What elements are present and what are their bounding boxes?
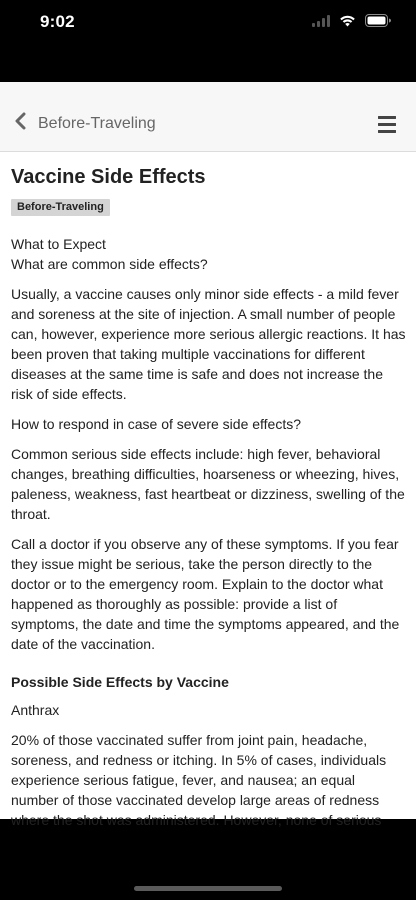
paragraph-call-doctor: Call a doctor if you observe any of these symptoms. If you fear they issue might be serious, take the person directly to the doctor or to the emergency room. Explain to the doctor what happened as thoroughly as possible: provide a list of symptoms, the date and time the symptoms appeared, and the date of the vaccination.: [11, 536, 400, 652]
vaccine-name: Anthrax: [11, 702, 60, 718]
status-icons: [312, 14, 392, 32]
paragraph-serious-effects: Common serious side effects include: high fever, behavioral changes, breathing difficulties, hoarseness or wheezing, hives, paleness, weakness, fast heartbeat or dizziness, swelling of the throat.: [11, 446, 405, 522]
back-label: Before-Traveling: [38, 114, 156, 132]
paragraph-anthrax: 20% of those vaccinated suffer from joint pain, headache, soreness, and redness or itching. In 5% of cases, individuals experience serious fatigue, fever, and nausea; an equal number of those vaccinated develop large areas of redness where the shot was administered. However, none of serious: [11, 732, 387, 828]
paragraph-common-effects: Usually, a vaccine causes only minor side effects - a mild fever and soreness at the site of injection. A small number of people can, however, experience more serious allergic reactions. It has been proven that taking multiple vaccinations for different diseases at the same time is safe and does not increase the risk of side effects.: [11, 286, 406, 402]
hamburger-menu-icon: [378, 120, 396, 137]
navbar: [0, 82, 416, 152]
page-title: Vaccine Side Effects: [11, 166, 206, 188]
back-button[interactable]: [14, 112, 156, 135]
content-sheet: [0, 82, 416, 828]
menu-button[interactable]: [378, 116, 396, 138]
category-tag: Before-Traveling: [11, 199, 110, 216]
chevron-left-icon: [14, 112, 28, 135]
intro-question: What are common side effects?: [11, 256, 208, 272]
home-indicator[interactable]: [134, 886, 282, 891]
section-heading: Possible Side Effects by Vaccine: [11, 674, 229, 690]
wifi-icon: [339, 14, 356, 32]
question-severe-effects: How to respond in case of severe side effects?: [11, 416, 302, 432]
intro-block: [11, 234, 406, 274]
battery-icon: [365, 14, 392, 32]
status-bar: [0, 0, 416, 46]
article-content: [0, 152, 416, 830]
status-time: 9:02: [40, 12, 75, 31]
intro-heading: What to Expect: [11, 236, 106, 252]
signal-icon: [312, 14, 330, 32]
